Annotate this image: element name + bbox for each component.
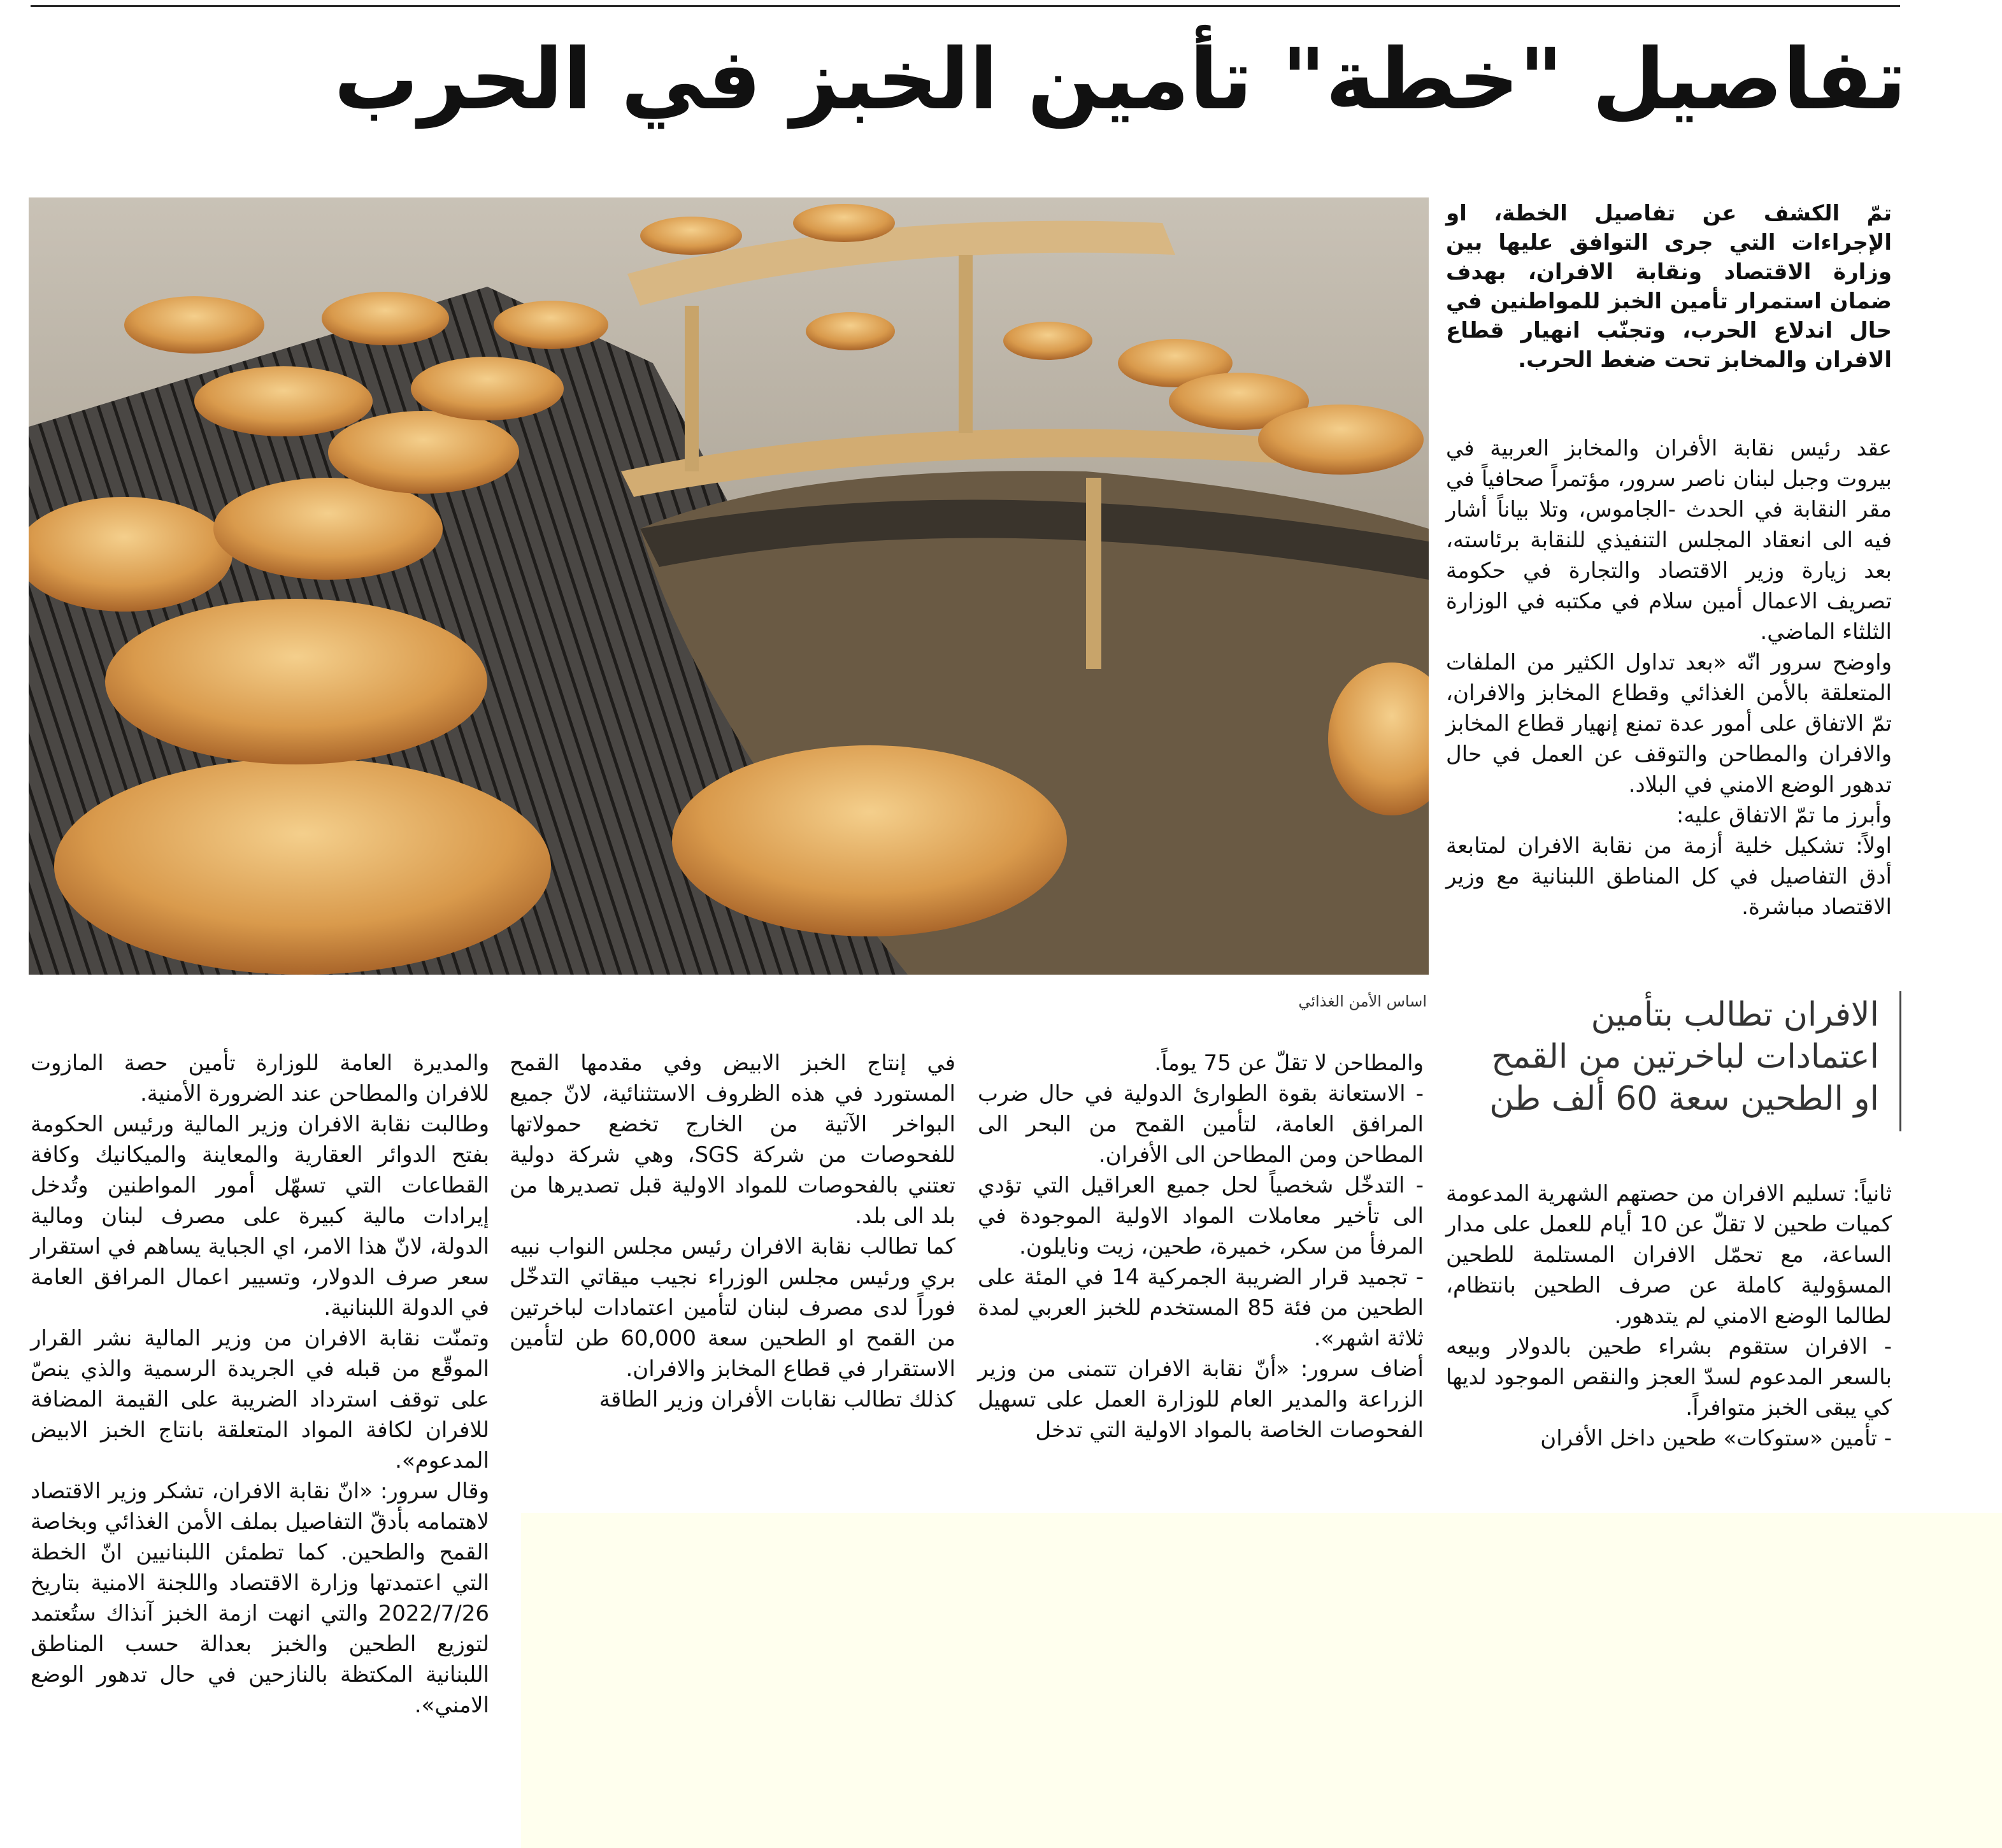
paragraph: كذلك تطالب نقابات الأفران وزير الطاقة (599, 1387, 955, 1412)
photo-caption: اساس الأمن الغذائي (1298, 992, 1427, 1010)
paragraph: وأبرز ما تمّ الاتفاق عليه: (1676, 803, 1892, 828)
bakery-photo (29, 197, 1429, 975)
paragraph: - تأمين «ستوكات» طحين داخل الأفران (1540, 1426, 1892, 1451)
paragraph: عقد رئيس نقابة الأفران والمخابز العربية في بيروت وجبل لبنان ناصر سرور، مؤتمراً صحافياً في مقر النقابة في الحدث -الجاموس، وتلا بياناً أشار فيه الى انعقاد المجلس التنفيذي للنقابة برئاسته، بعد زيارة وزير الاقتصاد والتجارة في حكومة تصريف الاعمال أمين سلام في مكتبه في الوزارة الثلثاء الماضي. (1446, 436, 1892, 645)
lead-paragraph: تمّ الكشف عن تفاصيل الخطة، او الإجراءات التي جرى التوافق عليها بين وزارة الاقتصاد ونقابة الافران، بهدف ضمان استمرار تأمين الخبز للمواطنين في حال اندلاع الحرب، وتجنّب انهيار قطاع الافران والمخابز تحت ضغط الحرب. (1446, 201, 1892, 373)
paragraph: - تجميد قرار الضريبة الجمركية 14 في المئة على الطحين من فئة 85 المستخدم للخبز العربي لمدة ثلاثة اشهر». (978, 1264, 1424, 1351)
paragraph: كما تطالب نقابة الافران رئيس مجلس النواب نبيه بري ورئيس مجلس الوزراء نجيب ميقاتي التدخّل فوراً لدى مصرف لبنان لتأمين اعتمادات لباخرتين من القمح او الطحين سعة 60,000 طن لتأمين الاستقرار في قطاع المخابز والافران. (510, 1234, 956, 1382)
paragraph: أضاف سرور: «أنّ نقابة الافران تتمنى من وزير الزراعة والمدير العام للوزارة العمل على تسهيل الفحوصات الخاصة بالمواد الاولية التي تدخل (978, 1356, 1424, 1443)
headline: تفاصيل "خطة" تأمين الخبز في الحرب (334, 31, 1906, 129)
column-4 (31, 1048, 489, 1721)
paragraph: وتمنّت نقابة الافران من وزير المالية نشر القرار الموقّع من قبله في الجريدة الرسمية والذي ينصّ على توقف استرداد الضريبة على القيمة المضافة للافران لكافة المواد المتعلقة بانتاج الخبز الابيض المدعوم». (31, 1326, 489, 1473)
pullquote-rule (1899, 991, 1901, 1131)
paragraph: وقال سرور: «انّ نقابة الافران، تشكر وزير الاقتصاد لاهتمامه بأدقّ التفاصيل بملف الأمن الغذائي وبخاصة القمح والطحين. كما تطمئن اللبنانيين انّ الخطة التي اعتمدتها وزارة الاقتصاد واللجنة الامنية بتاريخ 2022/7/26 والتي انهت ازمة الخبز آنذاك ستُعتمد لتوزيع الطحين والخبز بعدالة حسب المناطق اللبنانية المكتظة بالنازحين في حال تدهور الوضع الامني». (31, 1479, 489, 1718)
column-1-continued (1446, 1178, 1892, 1454)
paragraph: - الافران ستقوم بشراء طحين بالدولار وبيعه بالسعر المدعوم لسدّ العجز والنقص الموجود لديها كي يبقى الخبز متوافراً. (1446, 1334, 1892, 1421)
highlight-area (521, 1513, 2002, 1848)
paragraph: والمديرة العامة للوزارة تأمين حصة المازوت للافران والمطاحن عند الضرورة الأمنية. (31, 1050, 489, 1107)
pullquote: الافران تطالب بتأمين اعتمادات لباخرتين من القمح او الطحين سعة 60 ألف طن (1489, 996, 1879, 1118)
column-2 (978, 1048, 1424, 1445)
paragraph: ثانياً: تسليم الافران من حصتهم الشهرية المدعومة كميات طحين لا تقلّ عن 10 أيام للعمل على مدار الساعة، مع تحمّل الافران المستلمة للطحين المسؤولية كاملة عن صرف الطحين بانتظام، لطالما الوضع الامني لم يتدهور. (1446, 1181, 1892, 1329)
column-1 (1446, 433, 1892, 922)
paragraph: في إنتاج الخبز الابيض وفي مقدمها القمح المستورد في هذه الظروف الاستثنائية، لانّ جميع البواخر الآتية من الخارج تخضع حمولاتها للفحوصات من شركة SGS، وهي شركة دولية تعتني بالفحوصات للمواد الاولية قبل تصديرها من بلد الى بلد. (510, 1050, 956, 1229)
paragraph: اولاً: تشكيل خلية أزمة من نقابة الافران لمتابعة أدق التفاصيل في كل المناطق اللبنانية مع وزير الاقتصاد مباشرة. (1446, 833, 1892, 920)
paragraph: - الاستعانة بقوة الطوارئ الدولية في حال ضرب المرافق العامة، لتأمين القمح من البحر الى المطاحن ومن المطاحن الى الأفران. (978, 1081, 1424, 1168)
paragraph: - التدخّل شخصياً لحل جميع العراقيل التي تؤدي الى تأخير معاملات المواد الاولية الموجودة في المرفأ من سكر، خميرة، طحين، زيت ونايلون. (978, 1173, 1424, 1259)
paragraph: والمطاحن لا تقلّ عن 75 يوماً. (1154, 1050, 1424, 1076)
paragraph: وطالبت نقابة الافران وزير المالية ورئيس الحكومة بفتح الدوائر العقارية والمعاينة والميكانيك وكافة القطاعات التي تسهّل أمور المواطنين وتُدخل إيرادات مالية كبيرة على مصرف لبنان ومالية الدولة، لانّ هذا الامر، اي الجباية يساهم في استقرار سعر صرف الدولار، وتسيير اعمال المرافق العامة في الدولة اللبنانية. (31, 1112, 489, 1321)
column-3 (510, 1048, 955, 1415)
top-rule (31, 5, 1900, 7)
paragraph: واوضح سرور انّه «بعد تداول الكثير من الملفات المتعلقة بالأمن الغذائي وقطاع المخابز والافران، تمّ الاتفاق على أمور عدة تمنع إنهيار قطاع المخابز والافران والمطاحن والتوقف عن العمل في حال تدهور الوضع الامني في البلاد. (1446, 650, 1892, 798)
